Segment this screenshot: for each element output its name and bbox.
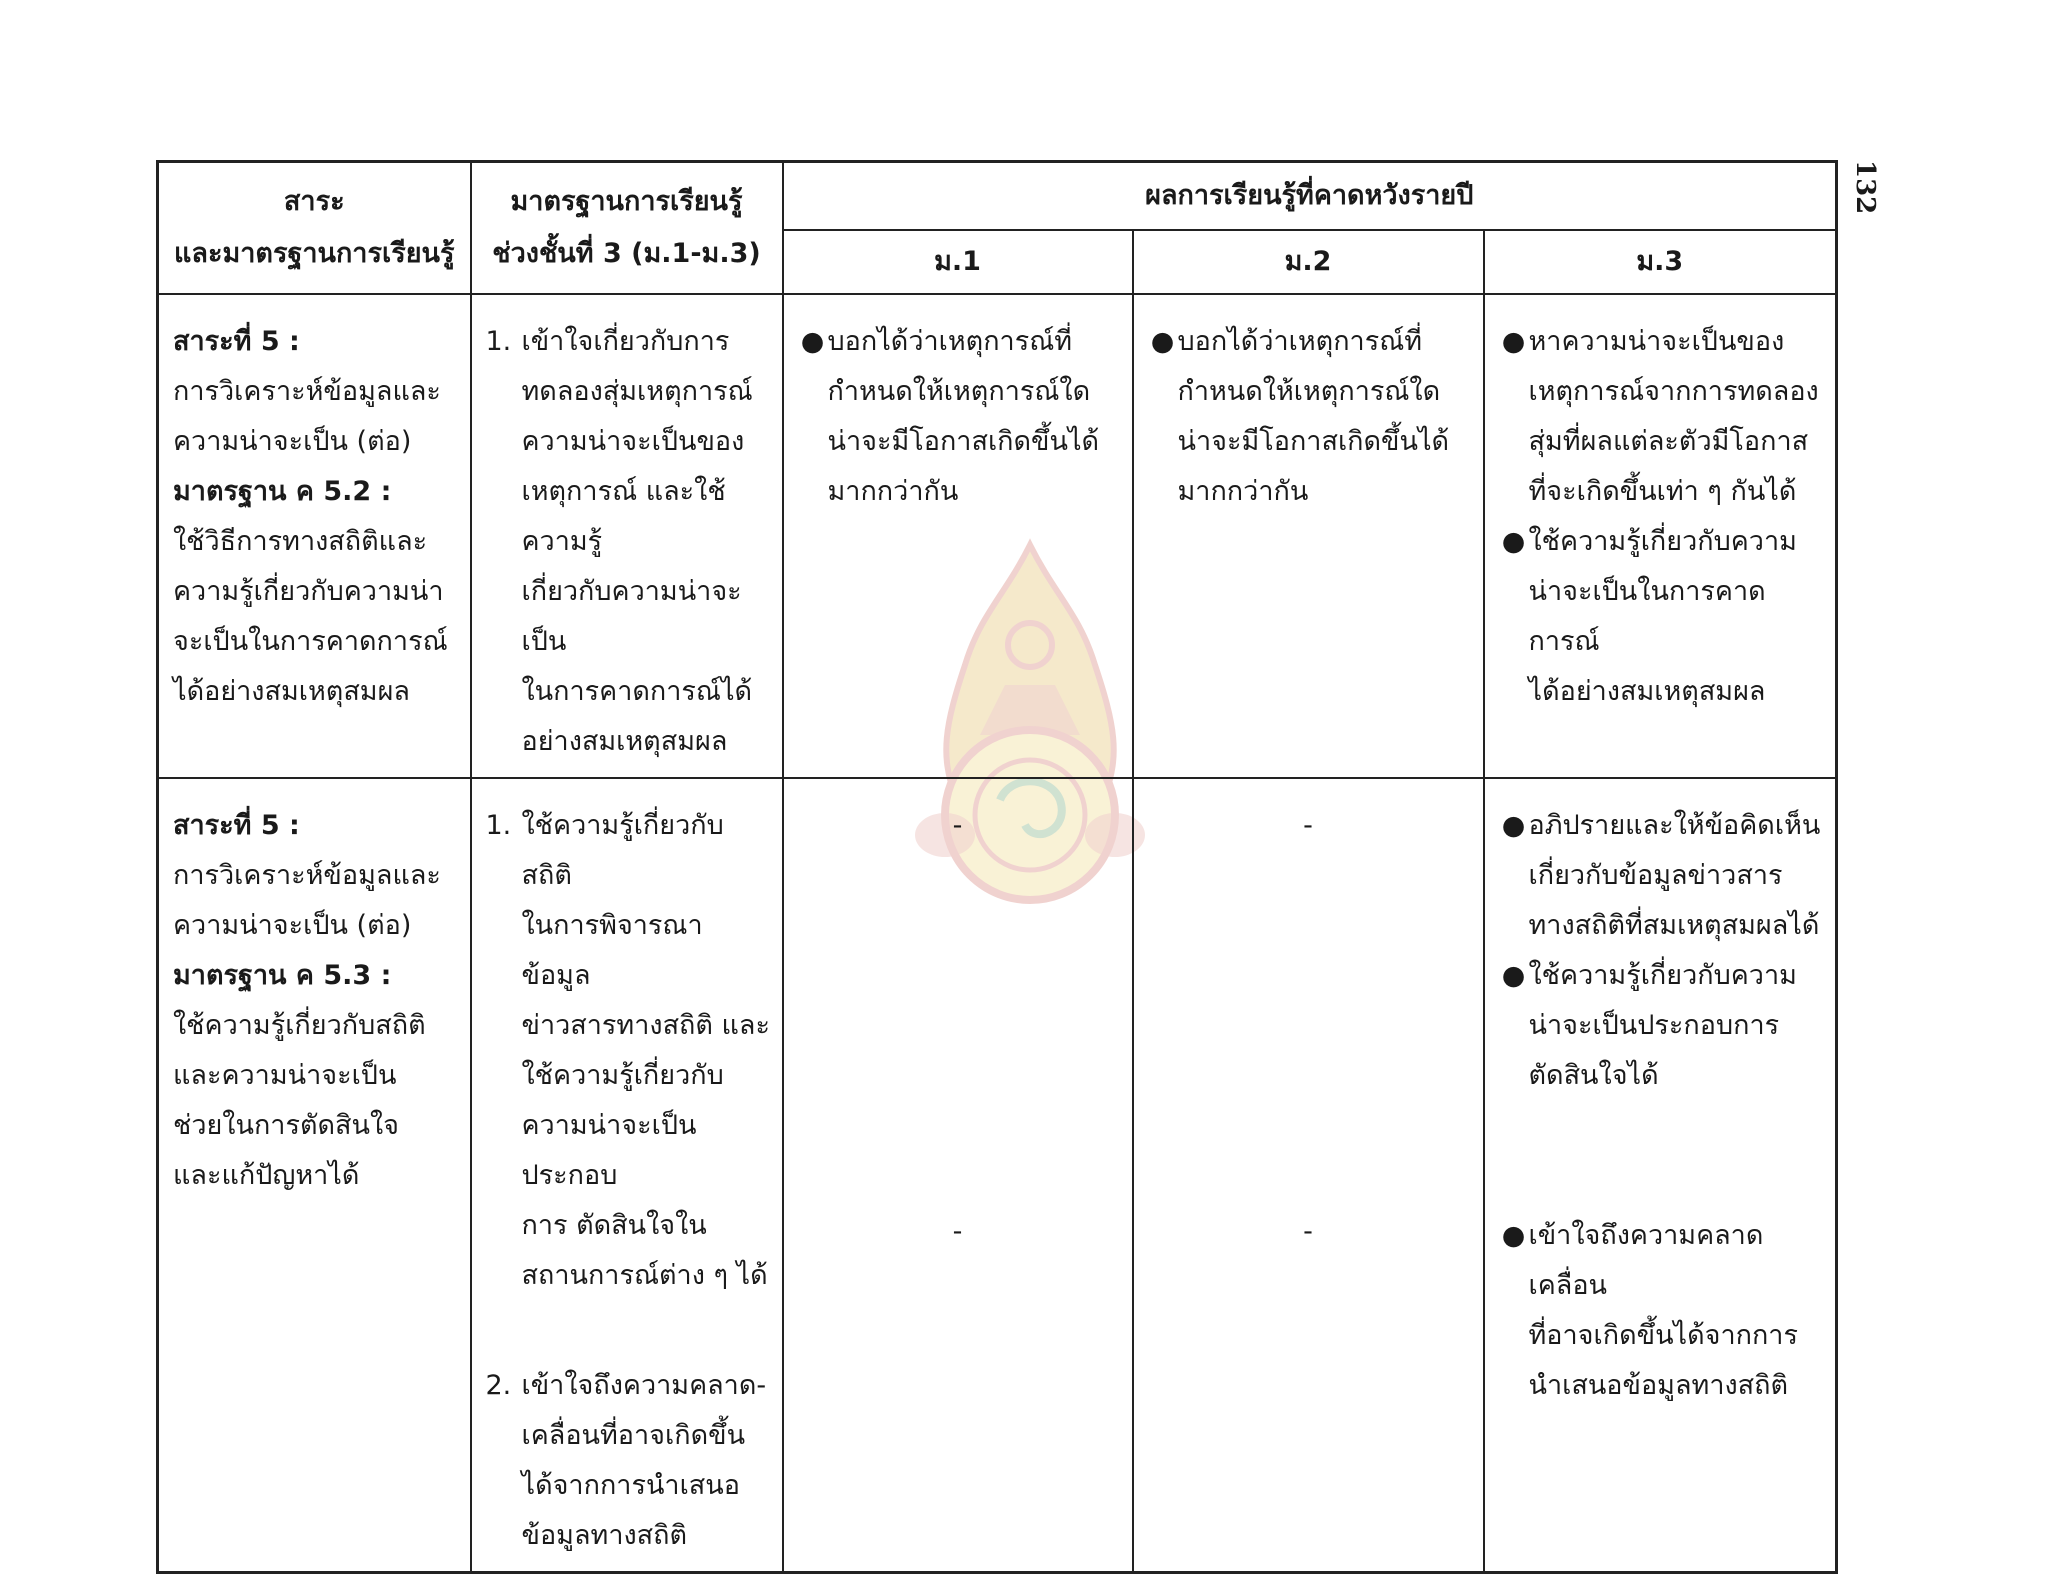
standard-line: ใช้ความรู้เกี่ยวกับสถิติ: [173, 1010, 426, 1041]
outcome-line: น่าจะมีโอกาสเกิดขึ้นได้: [827, 426, 1100, 457]
item-line: เหตุการณ์ และใช้ความรู้: [521, 476, 726, 557]
header-standard-line: ช่วงชั้นที่ 3 (ม.1-ม.3): [492, 238, 761, 269]
item-line: เกี่ยวกับความน่าจะเป็น: [521, 576, 742, 657]
outcome-line: เหตุการณ์จากการทดลอง: [1528, 376, 1819, 407]
item-number: 1.: [485, 326, 512, 357]
item-line: ทดลองสุ่มเหตุการณ์: [521, 376, 753, 407]
header-standard-line: มาตรฐานการเรียนรู้: [510, 186, 743, 217]
standard-line: และความน่าจะเป็น: [173, 1060, 397, 1091]
item-line: ความน่าจะเป็นประกอบ: [521, 1110, 697, 1191]
strand-line: การวิเคราะห์ข้อมูลและ: [173, 860, 441, 891]
bullet-icon: ●: [1501, 526, 1526, 557]
outcome-line: ใช้ความรู้เกี่ยวกับความ: [1528, 960, 1797, 991]
grade-m2-cell: [1133, 294, 1484, 778]
outcome-line: เข้าใจถึงความคลาดเคลื่อน: [1528, 1220, 1764, 1301]
standard-line: ช่วยในการตัดสินใจ: [173, 1110, 399, 1141]
strand-label: สาระที่ 5 :: [173, 810, 300, 841]
outcome-line: น่าจะมีโอกาสเกิดขึ้นได้: [1177, 426, 1450, 457]
outcome-line: กำหนดให้เหตุการณ์ใด: [1177, 376, 1441, 407]
strand-line: ความน่าจะเป็น (ต่อ): [173, 910, 412, 941]
outcome-line: หาความน่าจะเป็นของ: [1528, 326, 1785, 357]
item-line: เคลื่อนที่อาจเกิดขึ้น: [521, 1420, 746, 1451]
outcome-line: สุ่มที่ผลแต่ละตัวมีโอกาส: [1528, 426, 1809, 457]
outcome-line: อภิปรายและให้ข้อคิดเห็น: [1528, 810, 1821, 841]
grade-m3-cell: [1484, 778, 1837, 1573]
item-number: 2.: [485, 1370, 512, 1401]
bullet-icon: ●: [1501, 326, 1526, 357]
bullet-icon: ●: [1501, 1220, 1526, 1251]
outcome-line: ทางสถิติที่สมเหตุสมผลได้: [1528, 910, 1820, 941]
item-line: ข้อมูลทางสถิติ: [521, 1520, 688, 1551]
item-line: สถานการณ์ต่าง ๆ ได้: [521, 1260, 768, 1291]
outcome-line: ใช้ความรู้เกี่ยวกับความ: [1528, 526, 1797, 557]
empty-dash: -: [1303, 810, 1313, 841]
header-grade-m2: ม.2: [1133, 230, 1484, 294]
item-number: 1.: [485, 810, 512, 841]
strand-line: ความน่าจะเป็น (ต่อ): [173, 426, 412, 457]
grade-m3-cell: [1484, 294, 1837, 778]
outcome-line: ที่จะเกิดขึ้นเท่า ๆ กันได้: [1528, 476, 1797, 507]
header-grade-m3: ม.3: [1484, 230, 1837, 294]
item-line: ได้จากการนำเสนอ: [521, 1470, 740, 1501]
strand-cell: [158, 778, 471, 1573]
item-line: ข่าวสารทางสถิติ และ: [521, 1010, 770, 1041]
empty-dash: -: [952, 1216, 963, 1247]
empty-dash: -: [1303, 1216, 1313, 1247]
outcome-line: เกี่ยวกับข้อมูลข่าวสาร: [1528, 860, 1783, 891]
standard-line: และแก้ปัญหาได้: [173, 1160, 360, 1191]
outcome-line: น่าจะเป็นในการคาดการณ์: [1528, 576, 1766, 657]
outcome-line: ที่อาจเกิดขึ้นได้จากการ: [1528, 1320, 1798, 1351]
item-line: ในการพิจารณาข้อมูล: [521, 910, 703, 991]
outcome-line: กำหนดให้เหตุการณ์ใด: [827, 376, 1091, 407]
item-line: เข้าใจถึงความคลาด-: [521, 1370, 767, 1401]
bullet-icon: ●: [1501, 810, 1526, 841]
outcome-line: ได้อย่างสมเหตุสมผล: [1528, 676, 1766, 707]
standard-cell: [471, 294, 783, 778]
grade-m1-cell: [783, 778, 1133, 1573]
bullet-icon: ●: [1501, 960, 1526, 991]
strand-cell: [158, 294, 471, 778]
header-strand-line: สาระ: [283, 186, 345, 217]
standard-cell: [471, 778, 783, 1573]
curriculum-table: [156, 160, 1838, 1574]
header-grade-m1: ม.1: [783, 230, 1133, 294]
bullet-icon: ●: [800, 326, 825, 357]
item-line: ในการคาดการณ์ได้: [521, 676, 753, 707]
grade-m2-cell: [1133, 778, 1484, 1573]
header-row-1: [158, 162, 1837, 231]
item-line: อย่างสมเหตุสมผล: [521, 726, 728, 757]
outcome-line: บอกได้ว่าเหตุการณ์ที่: [1177, 326, 1423, 357]
outcome-line: นำเสนอข้อมูลทางสถิติ: [1528, 1370, 1789, 1401]
item-line: การ ตัดสินใจใน: [521, 1210, 707, 1241]
page-number: 132: [1850, 160, 1880, 215]
standard-line: ใช้วิธีการทางสถิติและ: [173, 526, 428, 557]
bullet-icon: ●: [1150, 326, 1175, 357]
outcome-line: ตัดสินใจได้: [1528, 1060, 1659, 1091]
outcome-line: น่าจะเป็นประกอบการ: [1528, 1010, 1780, 1041]
strand-line: การวิเคราะห์ข้อมูลและ: [173, 376, 441, 407]
item-line: เข้าใจเกี่ยวกับการ: [521, 326, 730, 357]
table-row: [158, 778, 1837, 1573]
outcome-line: มากกว่ากัน: [1177, 476, 1309, 507]
grade-m1-cell: [783, 294, 1133, 778]
strand-label: สาระที่ 5 :: [173, 326, 300, 357]
outcome-line: มากกว่ากัน: [827, 476, 959, 507]
standard-line: จะเป็นในการคาดการณ์: [173, 626, 448, 657]
item-line: ใช้ความรู้เกี่ยวกับสถิติ: [521, 810, 724, 891]
empty-dash: -: [952, 810, 963, 841]
item-line: ความน่าจะเป็นของ: [521, 426, 745, 457]
header-strand: [158, 162, 471, 295]
header-outcomes: ผลการเรียนรู้ที่คาดหวังรายปี: [783, 162, 1837, 231]
standard-label: มาตรฐาน ค 5.3 :: [173, 960, 392, 991]
standard-line: ได้อย่างสมเหตุสมผล: [173, 676, 410, 707]
header-standard: [471, 162, 783, 295]
outcome-line: บอกได้ว่าเหตุการณ์ที่: [827, 326, 1073, 357]
standard-line: ความรู้เกี่ยวกับความน่า: [173, 576, 444, 607]
item-line: ใช้ความรู้เกี่ยวกับ: [521, 1060, 724, 1091]
standard-label: มาตรฐาน ค 5.2 :: [173, 476, 392, 507]
header-strand-line: และมาตรฐานการเรียนรู้: [174, 238, 455, 269]
table-row: [158, 294, 1837, 778]
